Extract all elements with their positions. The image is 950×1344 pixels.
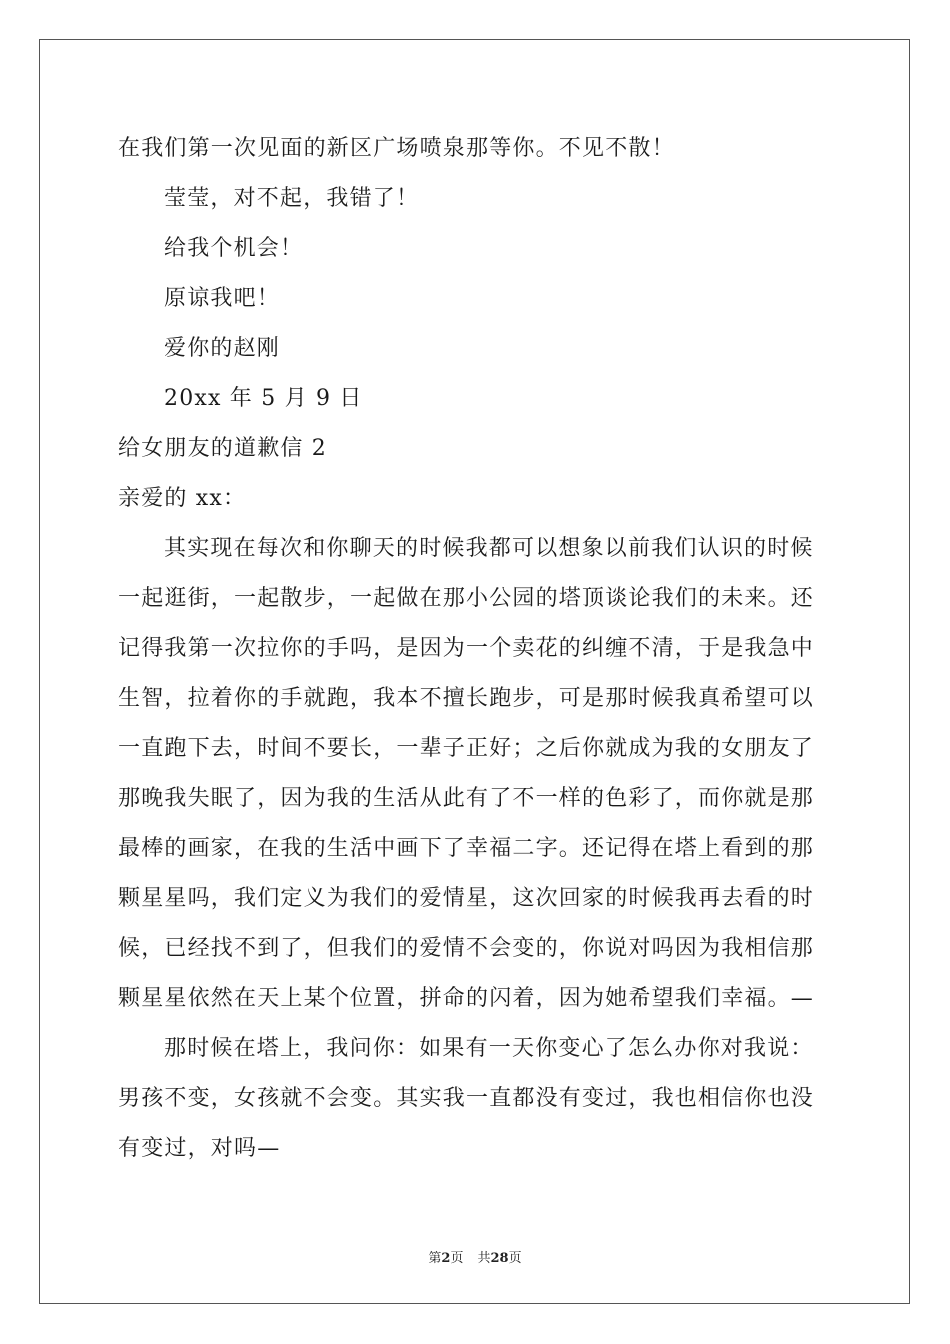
page-prefix: 第 [428,1251,442,1266]
page-suffix: 页 [450,1251,464,1266]
paragraph-line: 颗星星依然在天上某个位置，拼命的闪着，因为她希望我们幸福。— [118,986,815,1011]
total-page-count: 28 [490,1251,509,1266]
paragraph-line: 最棒的画家，在我的生活中画下了幸福二字。还记得在塔上看到的那 [118,836,815,861]
paragraph-line: 那时候在塔上，我问你：如果有一天你变心了怎么办你对我说： [164,1036,814,1061]
paragraph-line: 候，已经找不到了，但我们的爱情不会变的，你说对吗因为我相信那 [118,936,815,961]
letter-date: 20xx 年 5 月 9 日 [164,386,363,411]
paragraph-line: 颗星星吗，我们定义为我们的爱情星，这次回家的时候我再去看的时 [118,886,815,911]
body-paragraph-2 [118,1024,834,1174]
paragraph-line: 那晚我失眠了，因为我的生活从此有了不一样的色彩了，而你就是那 [118,786,815,811]
forgive-line: 原谅我吧！ [164,286,281,311]
paragraph-line: 有变过，对吗— [118,1136,281,1161]
signature: 爱你的赵刚 [164,336,281,361]
paragraph-line: 记得我第一次拉你的手吗，是因为一个卖花的纠缠不清，于是我急中 [118,636,815,661]
salutation: 亲爱的 xx： [118,486,247,511]
closing-line: 在我们第一次见面的新区广场喷泉那等你。不见不散！ [118,136,675,161]
total-prefix: 共 [477,1251,491,1266]
section-title: 给女朋友的道歉信 2 [118,436,327,461]
current-page-number: 2 [441,1251,451,1266]
body-paragraph-1 [118,524,834,1024]
request-line: 给我个机会！ [164,236,304,261]
document-body [118,124,834,1174]
paragraph-line: 一直跑下去，时间不要长，一辈子正好；之后你就成为我的女朋友了 [118,736,815,761]
total-suffix: 页 [508,1251,522,1266]
apology-line: 莹莹，对不起，我错了！ [164,186,420,211]
paragraph-line: 生智，拉着你的手就跑，我本不擅长跑步，可是那时候我真希望可以 [118,686,815,711]
paragraph-line: 其实现在每次和你聊天的时候我都可以想象以前我们认识的时候 [164,536,814,561]
paragraph-line: 一起逛街，一起散步，一起做在那小公园的塔顶谈论我们的未来。还 [118,586,815,611]
page-footer [0,1247,950,1266]
paragraph-line: 男孩不变，女孩就不会变。其实我一直都没有变过，我也相信你也没 [118,1086,815,1111]
